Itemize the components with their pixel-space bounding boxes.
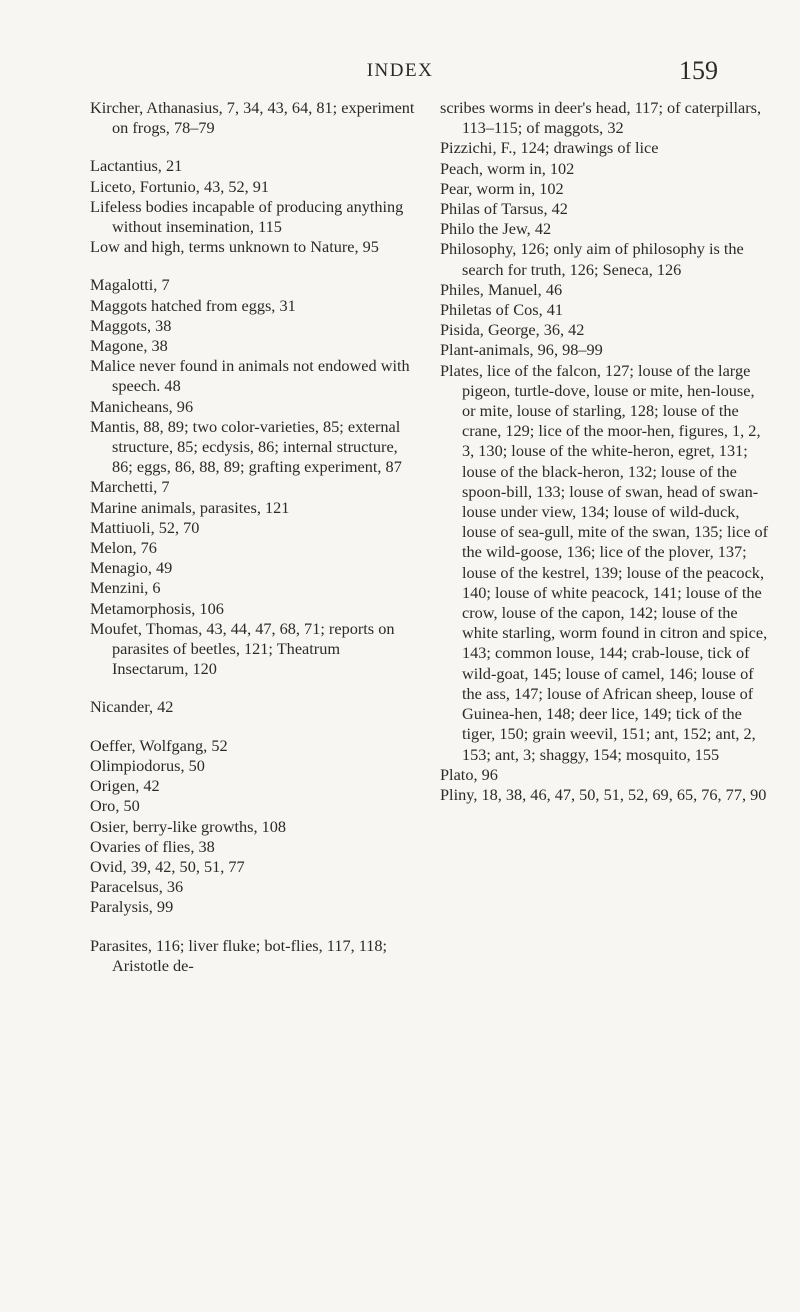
running-title: INDEX bbox=[366, 60, 434, 81]
index-entry: Magalotti, 7 bbox=[90, 275, 170, 295]
index-entry: Lactantius, 21 bbox=[90, 156, 183, 176]
index-column-left bbox=[90, 98, 420, 976]
index-entry: Osier, berry-like growths, 108 bbox=[90, 816, 287, 836]
letter-group-gap bbox=[90, 138, 420, 156]
index-entry: Moufet, Thomas, 43, 44, 47, 68, 71; reports on parasites of beetles, 121; Theatrum Insectarum, 120 bbox=[90, 618, 395, 679]
index-entry: Magone, 38 bbox=[90, 336, 168, 356]
index-entry: Melon, 76 bbox=[90, 538, 157, 558]
index-entry: Philo the Jew, 42 bbox=[440, 219, 552, 239]
index-entry: Ovid, 39, 42, 50, 51, 77 bbox=[90, 856, 245, 876]
index-entry: Nicander, 42 bbox=[90, 697, 174, 717]
index-entry: Olimpiodorus, 50 bbox=[90, 755, 205, 775]
index-entry: Parasites, 116; liver fluke; bot-flies, 117, 118; Aristotle de- bbox=[90, 935, 388, 975]
index-entry: Plates, lice of the falcon, 127; louse of the large pigeon, turtle-dove, louse or mite, hen-louse, or mite, louse of starling, 128; louse of the crane, 129; lice of the moor-hen, figures, 1, 2, 3, 130; louse of the white-heron, egret, 131; louse of the black-heron, 132; louse of the spoon-bill, 133; louse of swan, head of swan-louse under view, 134; louse of wild-duck, louse of sea-gull, mite of the swan, 135; lice of the wild-goose, 136; lice of the plover, 137; louse of the kestrel, 139; louse of the peacock, 140; louse of white peacock, 141; louse of the crow, louse of the capon, 142; louse of the white starling, worm found in citron and spice, 143; common louse, 144; crab-louse, tick of wild-goat, 145; louse of camel, 146; louse of the ass, 147; louse of African sheep, louse of Guinea-hen, 148; deer lice, 149; tick of the tiger, 150; grain weevil, 151; ant, 152; ant, 2, 153; ant, 3; shaggy, 154; mosquito, 155 bbox=[440, 360, 769, 764]
index-entry: Mantis, 88, 89; two color-varieties, 85; external structure, 85; ecdysis, 86; internal structure, 86; eggs, 86, 88, 89; grafting experiment, 87 bbox=[90, 416, 402, 477]
index-entry: Mattiuoli, 52, 70 bbox=[90, 517, 200, 537]
index-entry: Marine animals, parasites, 121 bbox=[90, 497, 290, 517]
index-entry: Oro, 50 bbox=[90, 796, 140, 816]
index-entry: Maggots hatched from eggs, 31 bbox=[90, 295, 296, 315]
index-entry: Menzini, 6 bbox=[90, 578, 161, 598]
index-entry: Maggots, 38 bbox=[90, 315, 172, 335]
index-entry: Paracelsus, 36 bbox=[90, 877, 184, 897]
index-entry: Ovaries of flies, 38 bbox=[90, 836, 215, 856]
index-entry: Metamorphosis, 106 bbox=[90, 598, 224, 618]
index-entry: Philas of Tarsus, 42 bbox=[440, 199, 568, 219]
index-entry: Marchetti, 7 bbox=[90, 477, 170, 497]
index-entry: Low and high, terms unknown to Nature, 95 bbox=[90, 237, 379, 257]
index-entry: Pizzichi, F., 124; drawings of lice bbox=[440, 138, 659, 158]
index-entry: Peach, worm in, 102 bbox=[440, 158, 575, 178]
index-entry: Kircher, Athanasius, 7, 34, 43, 64, 81; experiment on frogs, 78–79 bbox=[90, 98, 415, 138]
index-entry: Oeffer, Wolfgang, 52 bbox=[90, 735, 228, 755]
index-entry: Menagio, 49 bbox=[90, 558, 173, 578]
page-number: 159 bbox=[679, 56, 718, 85]
letter-group-gap bbox=[90, 918, 420, 936]
index-entry: Philosophy, 126; only aim of philosophy is the search for truth, 126; Seneca, 126 bbox=[440, 239, 744, 279]
letter-group-gap bbox=[90, 718, 420, 736]
index-entry: Pisida, George, 36, 42 bbox=[440, 320, 585, 340]
index-entry: Liceto, Fortunio, 43, 52, 91 bbox=[90, 176, 270, 196]
index-column-right bbox=[440, 98, 770, 805]
index-entry: Philes, Manuel, 46 bbox=[440, 279, 563, 299]
index-entry: Malice never found in animals not endowed with speech. 48 bbox=[90, 356, 410, 396]
index-entry: Lifeless bodies incapable of producing anything without insemination, 115 bbox=[90, 196, 404, 237]
letter-group-gap bbox=[90, 257, 420, 275]
letter-group-gap bbox=[90, 679, 420, 697]
index-entry: Pliny, 18, 38, 46, 47, 50, 51, 52, 69, 65, 76, 77, 90 bbox=[440, 784, 767, 804]
index-entry: Pear, worm in, 102 bbox=[440, 178, 564, 198]
index-entry: Plato, 96 bbox=[440, 764, 498, 784]
index-entry: scribes worms in deer's head, 117; of caterpillars, 113–115; of maggots, 32 bbox=[440, 98, 762, 138]
page-header bbox=[0, 58, 800, 88]
index-entry: Plant-animals, 96, 98–99 bbox=[440, 340, 603, 360]
index-entry: Philetas of Cos, 41 bbox=[440, 300, 564, 320]
index-entry: Origen, 42 bbox=[90, 776, 160, 796]
index-entry: Manicheans, 96 bbox=[90, 396, 194, 416]
index-entry: Paralysis, 99 bbox=[90, 897, 174, 917]
